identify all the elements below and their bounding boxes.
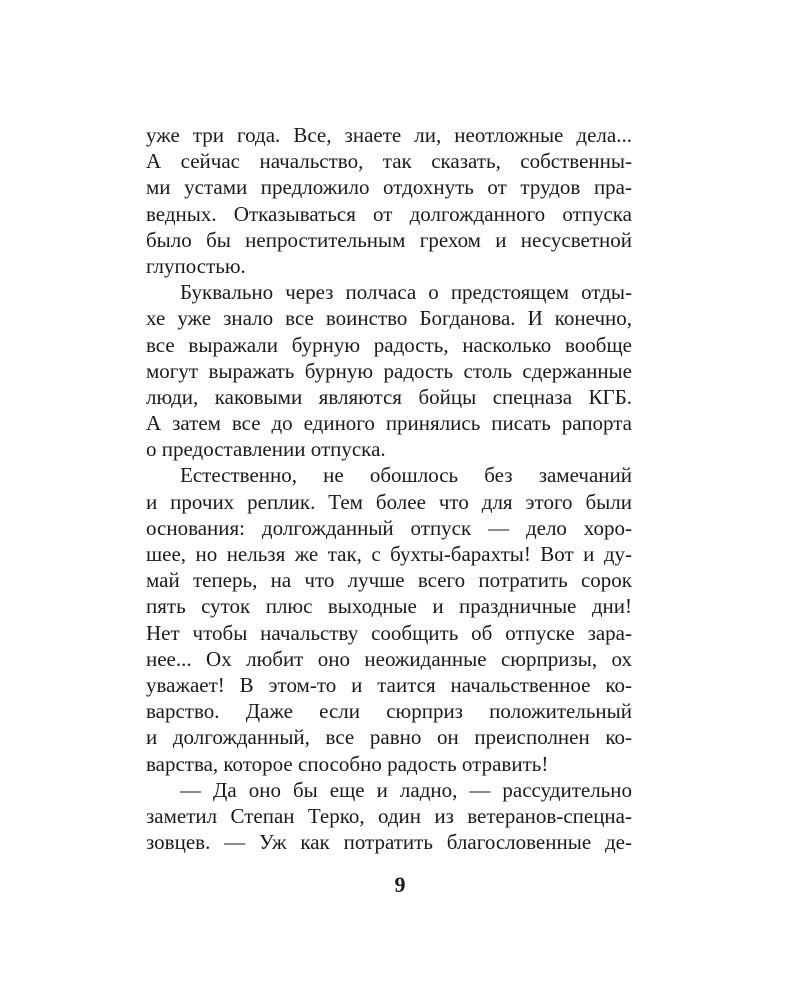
text-line: — Да оно бы еще и ладно, — рассудительно <box>180 777 632 802</box>
paragraph <box>146 462 632 776</box>
text-line: и прочих реплик. Тем более что для этого были <box>146 489 632 514</box>
text-line: уже три года. Все, знаете ли, неотложные дела... <box>146 123 632 147</box>
text-line: и долгожданный, все равно он преисполнен ко- <box>146 725 632 750</box>
text-line: основания: долгожданный отпуск — дело хоро- <box>146 515 632 540</box>
text-line: заметил Степан Терко, один из ветеранов-спецна- <box>146 803 632 828</box>
paragraph <box>146 777 632 856</box>
text-line: ведных. Отказываться от долгожданного отпуска <box>146 201 632 226</box>
book-page-text <box>146 122 632 855</box>
text-line: пять суток плюс выходные и праздничные дни! <box>146 594 632 619</box>
text-line: о предоставлении отпуска. <box>146 437 386 462</box>
text-line: А сейчас начальство, так сказать, собственны- <box>146 149 632 174</box>
text-line: Буквально через полчаса о предстоящем отды- <box>180 280 632 305</box>
text-line: уважает! В этом-то и таится начальственное ко- <box>146 672 632 697</box>
text-line: глупостью. <box>146 253 246 278</box>
text-line: могут выражать бурную радость столь сдержанные <box>146 358 632 383</box>
text-line: было бы непростительным грехом и несусветной <box>146 227 632 252</box>
text-line: все выражали бурную радость, насколько вообще <box>146 332 632 357</box>
text-line: шее, но нельзя же так, с бухты-барахты! Вот и ду- <box>146 542 632 566</box>
text-line: май теперь, на что лучше всего потратить сорок <box>146 568 632 593</box>
text-line: зовцев. — Уж как потратить благословенные де- <box>146 830 632 855</box>
paragraph <box>146 122 632 279</box>
text-line: Естественно, не обошлось без замечаний <box>180 463 632 488</box>
text-line: Нет чтобы начальству сообщить об отпуске зара- <box>146 620 632 645</box>
text-line: варства, которое способно радость отравить! <box>146 751 549 776</box>
page-number: 9 <box>394 872 406 897</box>
text-line: варство. Даже если сюрприз положительный <box>146 699 632 724</box>
text-line: люди, каковыми являются бойцы спецназа КГБ. <box>146 384 632 409</box>
text-line: хе уже знало все воинство Богданова. И конечно, <box>146 306 632 331</box>
text-line: ми устами предложило отдохнуть от трудов пра- <box>146 175 632 200</box>
text-line: нее... Ох любит оно неожиданные сюрпризы, ох <box>146 646 632 671</box>
text-line: А затем все до единого принялись писать рапорта <box>146 411 632 436</box>
paragraph <box>146 279 632 462</box>
